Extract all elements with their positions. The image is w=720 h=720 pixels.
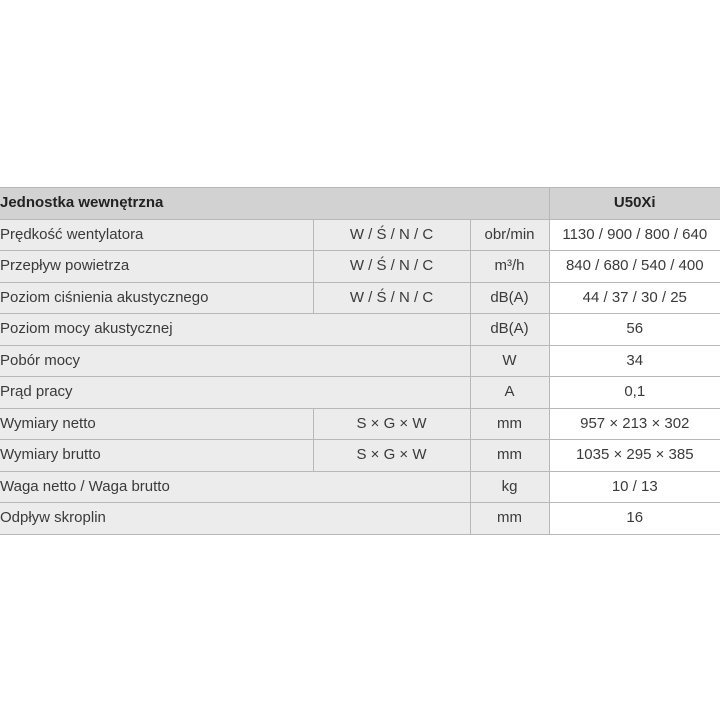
table-row xyxy=(0,251,720,283)
row-value: 16 xyxy=(549,503,720,535)
row-label: Waga netto / Waga brutto xyxy=(0,471,470,503)
row-value: 56 xyxy=(549,314,720,346)
row-label: Przepływ powietrza xyxy=(0,251,313,283)
row-mode: W / Ś / N / C xyxy=(313,251,470,283)
table-row xyxy=(0,345,720,377)
row-unit: dB(A) xyxy=(470,314,549,346)
model-name: U50Xi xyxy=(549,188,720,220)
row-label: Prędkość wentylatora xyxy=(0,219,313,251)
row-label: Pobór mocy xyxy=(0,345,470,377)
row-label: Odpływ skroplin xyxy=(0,503,470,535)
row-unit: W xyxy=(470,345,549,377)
row-unit: mm xyxy=(470,408,549,440)
row-value: 10 / 13 xyxy=(549,471,720,503)
row-value: 34 xyxy=(549,345,720,377)
row-label: Poziom ciśnienia akustycznego xyxy=(0,282,313,314)
row-unit: mm xyxy=(470,440,549,472)
row-mode: W / Ś / N / C xyxy=(313,282,470,314)
table-row xyxy=(0,219,720,251)
table-row xyxy=(0,408,720,440)
table-row xyxy=(0,377,720,409)
row-value: 0,1 xyxy=(549,377,720,409)
table-row xyxy=(0,314,720,346)
table-row xyxy=(0,440,720,472)
row-unit: mm xyxy=(470,503,549,535)
row-unit: obr/min xyxy=(470,219,549,251)
row-label: Prąd pracy xyxy=(0,377,470,409)
row-label: Wymiary netto xyxy=(0,408,313,440)
row-value: 44 / 37 / 30 / 25 xyxy=(549,282,720,314)
row-value: 1130 / 900 / 800 / 640 xyxy=(549,219,720,251)
row-value: 957 × 213 × 302 xyxy=(549,408,720,440)
row-unit: kg xyxy=(470,471,549,503)
row-value: 1035 × 295 × 385 xyxy=(549,440,720,472)
row-label: Wymiary brutto xyxy=(0,440,313,472)
row-unit: A xyxy=(470,377,549,409)
row-value: 840 / 680 / 540 / 400 xyxy=(549,251,720,283)
row-mode: S × G × W xyxy=(313,440,470,472)
table-row xyxy=(0,471,720,503)
spec-table xyxy=(0,187,720,535)
row-label: Poziom mocy akustycznej xyxy=(0,314,470,346)
table-header-row xyxy=(0,188,720,220)
table-row xyxy=(0,503,720,535)
row-unit: m³/h xyxy=(470,251,549,283)
table-row xyxy=(0,282,720,314)
row-mode: S × G × W xyxy=(313,408,470,440)
row-unit: dB(A) xyxy=(470,282,549,314)
table-title: Jednostka wewnętrzna xyxy=(0,188,549,220)
row-mode: W / Ś / N / C xyxy=(313,219,470,251)
